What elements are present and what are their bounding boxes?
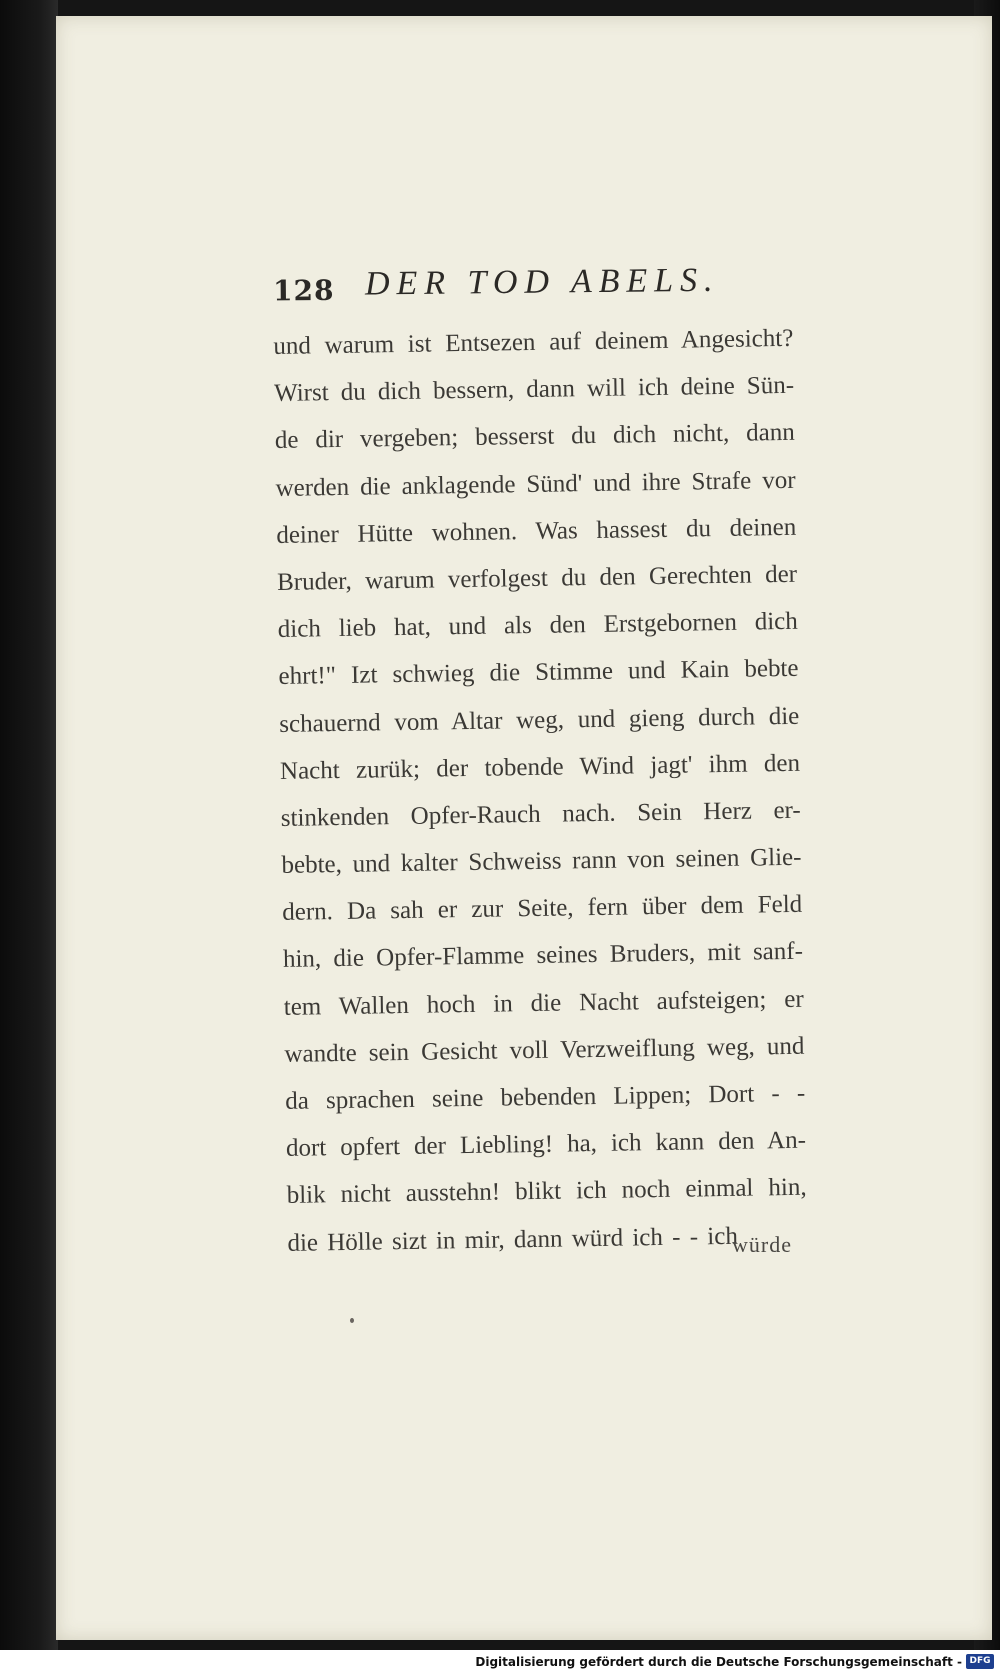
text-line: blik nicht ausstehn! blikt ich noch einmal hin, xyxy=(286,1174,807,1210)
text-line: Bruder, warum verfolgest du den Gerechten der xyxy=(276,560,798,596)
text-line: da sprachen seine bebenden Lippen; Dort - - xyxy=(285,1079,806,1115)
text-line: deiner Hütte wohnen. Was hassest du deinen xyxy=(276,513,797,549)
text-line: tem Wallen hoch in die Nacht aufsteigen; er xyxy=(283,985,804,1021)
text-line: stinkenden Opfer-Rauch nach. Sein Herz er- xyxy=(280,796,801,832)
text-line: ehrt!" Izt schwieg die Stimme und Kain bebte xyxy=(278,655,799,691)
text-line: die Hölle sizt in mir, dann würd ich - - ich xyxy=(287,1222,739,1257)
page-number: 128 xyxy=(272,273,335,308)
body-text xyxy=(273,315,808,1267)
running-title: DER TOD ABELS. xyxy=(364,261,720,303)
text-line: Wirst du dich bessern, dann will ich deine Sün- xyxy=(273,372,795,408)
text-line: Nacht zurük; der tobende Wind jagt' ihm den xyxy=(279,749,801,785)
running-head xyxy=(273,262,733,307)
text-line: schauernd vom Altar weg, und gieng durch die xyxy=(279,702,800,738)
text-line: bebte, und kalter Schweiss rann von seinen Glie- xyxy=(281,843,802,879)
footer-bar xyxy=(0,1650,1000,1672)
paper-speck xyxy=(350,1318,354,1323)
binding-shadow xyxy=(0,0,58,1650)
catchword: würde xyxy=(732,1232,792,1257)
text-line: werden die anklagende Sünd' und ihre Strafe vor xyxy=(275,466,796,502)
footer-credit: Digitalisierung gefördert durch die Deutsche Forschungsgemeinschaft - xyxy=(475,1655,962,1669)
text-line: hin, die Opfer-Flamme seines Bruders, mit sanf- xyxy=(282,938,804,974)
text-line: dort opfert der Liebling! ha, ich kann den An- xyxy=(285,1126,807,1163)
text-line: dern. Da sah er zur Seite, fern über dem Feld xyxy=(282,891,803,927)
dfg-logo-icon: DFG xyxy=(966,1654,994,1669)
text-line: de dir vergeben; besserst du dich nicht, dann xyxy=(274,419,795,455)
text-line: wandte sein Gesicht voll Verzweiflung weg, und xyxy=(284,1032,805,1068)
text-line: dich lieb hat, und als den Erstgebornen dich xyxy=(277,607,798,644)
text-line: und warum ist Entsezen auf deinem Angesicht? xyxy=(273,324,794,360)
